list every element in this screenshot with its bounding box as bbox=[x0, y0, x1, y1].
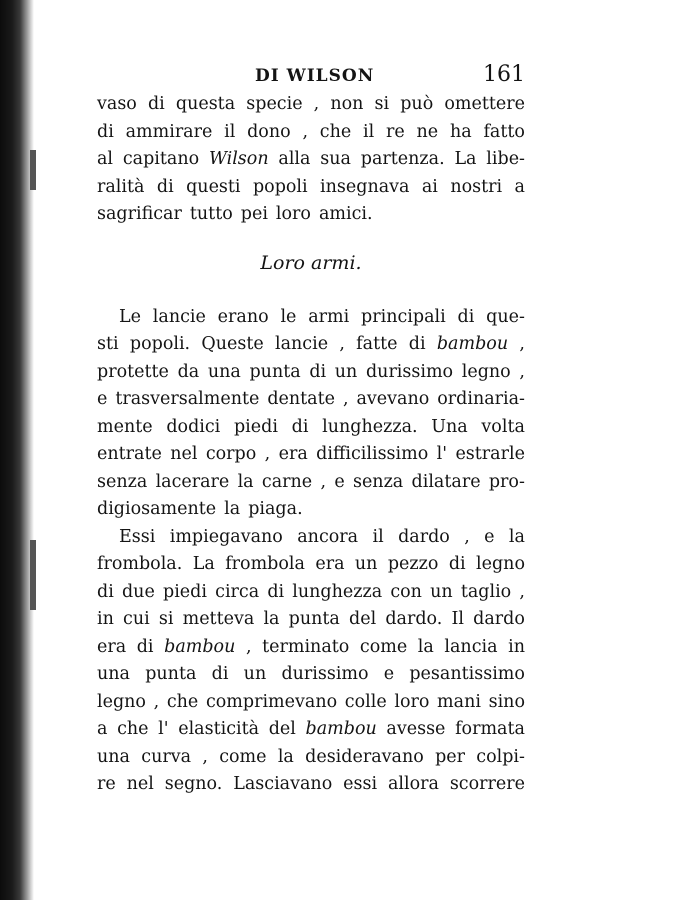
word: durissimo bbox=[365, 361, 454, 382]
word: sua bbox=[320, 149, 351, 169]
word: un bbox=[354, 554, 378, 574]
word: questa bbox=[175, 94, 236, 114]
word: una bbox=[97, 664, 130, 684]
word: e bbox=[484, 526, 495, 547]
word: , bbox=[302, 121, 309, 142]
word: alla bbox=[278, 149, 311, 169]
text-line bbox=[97, 389, 525, 417]
word: dilatare bbox=[411, 471, 481, 492]
word: senza bbox=[352, 471, 404, 492]
word: la bbox=[237, 471, 254, 492]
word: ancora bbox=[297, 526, 359, 547]
word: come bbox=[219, 746, 267, 767]
word: a bbox=[97, 719, 108, 739]
word: Le bbox=[119, 306, 141, 327]
word: lancie bbox=[152, 306, 206, 327]
word: l' bbox=[436, 444, 448, 464]
word: ha bbox=[449, 121, 472, 142]
word: era bbox=[97, 636, 127, 657]
word: la bbox=[508, 526, 525, 547]
word: il bbox=[372, 526, 384, 547]
word: legno bbox=[97, 691, 146, 712]
word: , bbox=[339, 334, 345, 354]
word: elasticità bbox=[178, 719, 260, 739]
word: pei bbox=[240, 204, 268, 224]
word: dentate bbox=[267, 389, 335, 409]
word: di bbox=[97, 581, 114, 602]
word: mani bbox=[437, 691, 481, 712]
word: la bbox=[417, 636, 434, 657]
word: scorrere bbox=[449, 774, 525, 794]
word: una bbox=[97, 746, 130, 767]
word: piedi bbox=[163, 581, 207, 602]
word: ai bbox=[421, 176, 438, 197]
word: principali bbox=[361, 306, 446, 327]
word: lacerare bbox=[155, 471, 230, 492]
word: come bbox=[359, 636, 408, 657]
word: avesse bbox=[386, 719, 446, 739]
word: un bbox=[334, 361, 358, 382]
word: piaga. bbox=[248, 499, 303, 519]
word: libe- bbox=[486, 149, 525, 169]
word: sagrificar bbox=[97, 204, 182, 224]
word: che bbox=[166, 691, 199, 712]
word: desideravano bbox=[305, 746, 424, 767]
word: ammirare bbox=[125, 121, 213, 142]
body-text bbox=[97, 94, 525, 802]
word: di bbox=[291, 416, 309, 437]
text-line bbox=[97, 362, 525, 390]
word: circa bbox=[215, 581, 260, 602]
text-line bbox=[97, 747, 525, 775]
word: amici. bbox=[318, 204, 373, 224]
text-line bbox=[97, 499, 525, 527]
word: re bbox=[386, 121, 405, 142]
word: segno. bbox=[164, 774, 223, 794]
word: che bbox=[319, 121, 352, 142]
word: difficilissimo bbox=[316, 444, 429, 464]
word: curva bbox=[141, 746, 192, 767]
word: protette bbox=[97, 361, 169, 382]
word: popoli bbox=[252, 176, 308, 197]
text-line bbox=[97, 472, 525, 500]
word: e bbox=[383, 664, 395, 684]
word: lunghezza bbox=[292, 581, 383, 602]
word: bambou bbox=[436, 334, 509, 354]
word: , bbox=[153, 691, 160, 712]
word: La bbox=[454, 149, 477, 169]
word: senza bbox=[97, 471, 148, 492]
binding-speck bbox=[30, 540, 36, 610]
word: ne bbox=[416, 121, 439, 142]
section-heading: Loro armi. bbox=[260, 251, 362, 274]
word: volta bbox=[481, 416, 525, 437]
word: fatto bbox=[483, 121, 525, 142]
word: ordinaria- bbox=[437, 389, 525, 409]
text-line bbox=[97, 637, 525, 665]
word: capitano bbox=[122, 149, 200, 169]
word: lancia bbox=[444, 636, 498, 657]
word: colpi- bbox=[476, 746, 525, 767]
text-line bbox=[97, 177, 525, 205]
word: di bbox=[267, 581, 285, 602]
word: carne bbox=[261, 471, 313, 492]
word: punta bbox=[249, 361, 301, 382]
word: del bbox=[268, 719, 296, 739]
text-line bbox=[97, 334, 525, 362]
word: insegnava bbox=[320, 176, 410, 197]
book-page bbox=[97, 60, 525, 802]
word: pezzo bbox=[387, 554, 439, 574]
word: Essi bbox=[119, 526, 156, 547]
text-line bbox=[97, 94, 525, 122]
word: Lasciavano bbox=[233, 774, 333, 794]
word: impiegavano bbox=[169, 526, 283, 547]
word: dardo. bbox=[385, 609, 443, 629]
running-head bbox=[97, 60, 525, 94]
word: un bbox=[430, 581, 453, 602]
word: punta bbox=[288, 609, 340, 629]
word: comprimevano bbox=[205, 691, 338, 712]
text-line bbox=[97, 719, 525, 747]
word: il bbox=[224, 121, 236, 142]
word: corpo bbox=[205, 444, 257, 464]
word: non bbox=[330, 94, 364, 114]
word: legno bbox=[461, 361, 511, 382]
word: di bbox=[309, 361, 327, 382]
word: la bbox=[263, 609, 280, 629]
word: si bbox=[374, 94, 390, 114]
word: , bbox=[519, 361, 525, 382]
word: metteva bbox=[182, 609, 255, 629]
word: di bbox=[97, 121, 114, 142]
word: cui bbox=[123, 609, 150, 629]
word: e bbox=[334, 471, 345, 492]
running-title: DI WILSON bbox=[255, 66, 375, 86]
word: fatte bbox=[356, 334, 398, 354]
word: terminato bbox=[262, 636, 350, 657]
word: loro bbox=[394, 691, 430, 712]
word: erano bbox=[217, 306, 269, 327]
word: omettere bbox=[444, 94, 525, 114]
word: nel bbox=[170, 444, 198, 464]
word: tutto bbox=[189, 204, 233, 224]
word: del bbox=[349, 609, 377, 629]
binding-speck bbox=[30, 150, 36, 190]
text-line bbox=[97, 609, 525, 637]
word: , bbox=[320, 471, 327, 492]
word: la bbox=[224, 499, 241, 519]
word: partenza. bbox=[360, 149, 445, 169]
text-line bbox=[97, 774, 525, 802]
word: in bbox=[508, 636, 525, 657]
word: di bbox=[448, 554, 466, 574]
word: un bbox=[243, 664, 267, 684]
word: vaso bbox=[97, 94, 137, 114]
word: di bbox=[156, 176, 174, 197]
word: La bbox=[192, 554, 215, 574]
text-line bbox=[97, 527, 525, 555]
word: legno bbox=[476, 554, 525, 574]
word: a bbox=[514, 176, 525, 197]
word: lancie bbox=[275, 334, 329, 354]
word: bambou bbox=[305, 719, 377, 739]
text-line bbox=[97, 554, 525, 582]
word: re bbox=[97, 774, 116, 794]
word: bambou bbox=[164, 636, 236, 657]
word: mente bbox=[97, 416, 153, 437]
word: pro- bbox=[488, 471, 525, 492]
text-line bbox=[97, 664, 525, 692]
word: con bbox=[390, 581, 422, 602]
word: Wilson bbox=[208, 149, 269, 169]
word: piedi bbox=[233, 416, 278, 437]
word: dodici bbox=[166, 416, 221, 437]
word: si bbox=[158, 609, 174, 629]
word: di bbox=[408, 334, 426, 354]
word: Il bbox=[451, 609, 464, 629]
word: avevano bbox=[356, 389, 430, 409]
word: estrarle bbox=[455, 444, 525, 464]
word: dardo bbox=[473, 609, 525, 629]
word: Queste bbox=[201, 334, 264, 354]
word: le bbox=[280, 306, 297, 327]
word: , bbox=[245, 636, 252, 657]
word: pesantissimo bbox=[409, 664, 525, 684]
word: popoli. bbox=[129, 334, 191, 354]
word: di bbox=[457, 306, 475, 327]
word: al bbox=[97, 149, 114, 169]
page-number: 161 bbox=[483, 62, 525, 87]
word: sino bbox=[488, 691, 525, 712]
text-line bbox=[97, 122, 525, 150]
word: punta bbox=[145, 664, 197, 684]
word: loro bbox=[275, 204, 311, 224]
word: dardo bbox=[398, 526, 450, 547]
text-line bbox=[97, 307, 525, 335]
word: specie bbox=[246, 94, 303, 114]
text-line bbox=[97, 149, 525, 177]
word: digiosamente bbox=[97, 499, 217, 519]
text-line bbox=[97, 444, 525, 472]
word: frombola. bbox=[97, 554, 183, 574]
word: durissimo bbox=[281, 664, 369, 684]
word: , bbox=[519, 334, 525, 354]
word: nostri bbox=[450, 176, 503, 197]
word: era bbox=[278, 444, 308, 464]
word: trasversalmente bbox=[115, 389, 260, 409]
word: entrate bbox=[97, 444, 162, 464]
word: , bbox=[519, 581, 525, 602]
word: può bbox=[400, 94, 434, 114]
word: ralità bbox=[97, 176, 145, 197]
word: di bbox=[136, 636, 154, 657]
word: formata bbox=[455, 719, 525, 739]
word: taglio bbox=[460, 581, 512, 602]
word: dono bbox=[247, 121, 291, 142]
word: essi bbox=[343, 774, 378, 794]
word: in bbox=[97, 609, 114, 629]
binding-shadow bbox=[0, 0, 34, 900]
word: la bbox=[277, 746, 294, 767]
word: e bbox=[97, 389, 108, 409]
word: que- bbox=[486, 306, 525, 327]
word: Una bbox=[431, 416, 468, 437]
word: due bbox=[121, 581, 155, 602]
word: sti bbox=[97, 334, 119, 354]
word: per bbox=[435, 746, 465, 767]
word: , bbox=[342, 389, 349, 409]
word: , bbox=[202, 746, 208, 767]
word: di bbox=[147, 94, 165, 114]
text-line bbox=[97, 417, 525, 445]
word: era bbox=[315, 554, 345, 574]
word: , bbox=[264, 444, 271, 464]
text-line bbox=[97, 582, 525, 610]
word: armi bbox=[308, 306, 350, 327]
word: , bbox=[464, 526, 470, 547]
word: questi bbox=[186, 176, 241, 197]
word: una bbox=[207, 361, 241, 382]
text-line bbox=[97, 692, 525, 720]
word: frombola bbox=[225, 554, 305, 574]
word: l' bbox=[158, 719, 169, 739]
word: il bbox=[363, 121, 375, 142]
word: che bbox=[117, 719, 149, 739]
text-line bbox=[97, 204, 525, 232]
word: da bbox=[177, 361, 200, 382]
word: , bbox=[313, 94, 320, 114]
word: colle bbox=[344, 691, 387, 712]
word: nel bbox=[126, 774, 154, 794]
word: di bbox=[211, 664, 229, 684]
word: lunghezza. bbox=[322, 416, 418, 437]
word: allora bbox=[387, 774, 439, 794]
